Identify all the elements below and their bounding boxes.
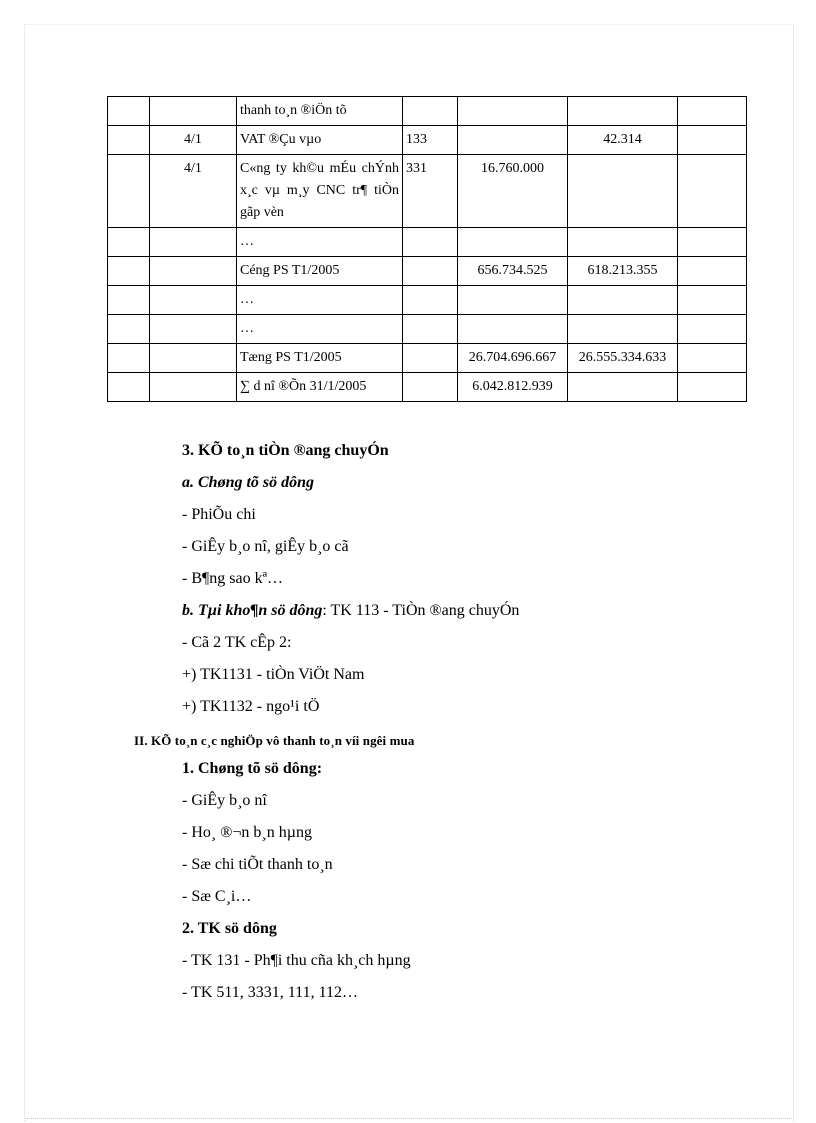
cell-credit: [568, 155, 678, 228]
cell-account: [403, 228, 458, 257]
cell-extra: [678, 257, 747, 286]
cell-date: [150, 257, 237, 286]
cell-description: Tæng PS T1/2005: [237, 344, 403, 373]
cell-index: [108, 373, 150, 402]
cell-debit: [458, 315, 568, 344]
cell-debit: 6.042.812.939: [458, 373, 568, 402]
cell-index: [108, 228, 150, 257]
cell-account: [403, 315, 458, 344]
cell-description: …: [237, 228, 403, 257]
cell-description: thanh to¸n ®iÖn tõ: [237, 97, 403, 126]
cell-description: C«ng ty kh©u mÉu chÝnh x¸c vµ m¸y CNC tr¶ tiÒn gãp vèn: [237, 155, 403, 228]
list-item: - GiÊy b¸o nî: [182, 792, 267, 809]
cell-description: ∑ d nî ®Õn 31/1/2005: [237, 373, 403, 402]
cell-credit: 26.555.334.633: [568, 344, 678, 373]
cell-date: [150, 97, 237, 126]
cell-extra: [678, 126, 747, 155]
cell-credit: [568, 97, 678, 126]
cell-credit: 618.213.355: [568, 257, 678, 286]
heading-documents: 1. Chøng tõ sö dông:: [182, 760, 323, 777]
list-item: - TK 131 - Ph¶i thu cña kh¸ch hµng: [182, 952, 411, 969]
cell-credit: [568, 373, 678, 402]
list-item: +) TK1132 - ngo¹i tÖ: [182, 698, 320, 715]
cell-debit: 16.760.000: [458, 155, 568, 228]
table-row: [108, 286, 747, 315]
cell-description: Céng PS T1/2005: [237, 257, 403, 286]
list-item: - TK 511, 3331, 111, 112…: [182, 984, 358, 1001]
cell-date: 4/1: [150, 126, 237, 155]
ledger-body: [108, 97, 747, 402]
cell-debit: [458, 97, 568, 126]
subheading-accounts-label: b. Tµi kho¶n sö dông: [182, 602, 323, 619]
cell-debit: [458, 286, 568, 315]
ledger-table: [107, 96, 747, 402]
heading-accounts: 2. TK sö dông: [182, 920, 277, 937]
cell-index: [108, 97, 150, 126]
cell-description: …: [237, 286, 403, 315]
table-row: [108, 97, 747, 126]
cell-index: [108, 344, 150, 373]
cell-date: [150, 315, 237, 344]
list-item: - B¶ng sao kª…: [182, 570, 283, 587]
cell-account: [403, 344, 458, 373]
cell-credit: 42.314: [568, 126, 678, 155]
cell-index: [108, 315, 150, 344]
section-title: II. KÕ to¸n c¸c nghiÖp vô thanh to¸n víi ngêi mua: [134, 733, 415, 748]
cell-credit: [568, 315, 678, 344]
list-item: - Sæ C¸i…: [182, 888, 252, 905]
cell-extra: [678, 228, 747, 257]
cell-description: …: [237, 315, 403, 344]
cell-index: [108, 286, 150, 315]
cell-extra: [678, 373, 747, 402]
cell-debit: [458, 126, 568, 155]
list-item: - Ho¸ ®¬n b¸n hµng: [182, 824, 312, 841]
list-item: +) TK1131 - tiÒn ViÖt Nam: [182, 666, 365, 683]
list-item: - PhiÕu chi: [182, 506, 256, 523]
cell-date: 4/1: [150, 155, 237, 228]
subheading-accounts-text: : TK 113 - TiÒn ®ang chuyÓn: [322, 602, 520, 619]
cell-date: [150, 373, 237, 402]
cell-account: 133: [403, 126, 458, 155]
cell-index: [108, 126, 150, 155]
cell-account: [403, 373, 458, 402]
cell-extra: [678, 97, 747, 126]
cell-date: [150, 344, 237, 373]
cell-extra: [678, 286, 747, 315]
table-row: [108, 315, 747, 344]
cell-account: [403, 257, 458, 286]
cell-credit: [568, 228, 678, 257]
list-item: - GiÊy b¸o nî, giÊy b¸o cã: [182, 538, 349, 555]
table-row: [108, 257, 747, 286]
page-bottom-edge: [24, 1118, 792, 1119]
subheading-documents: a. Chøng tõ sö dông: [182, 474, 315, 491]
cell-date: [150, 228, 237, 257]
heading-cash-in-transit: 3. KÕ to¸n tiÒn ®ang chuyÓn: [182, 442, 389, 459]
cell-index: [108, 257, 150, 286]
table-row: [108, 126, 747, 155]
table-row: [108, 155, 747, 228]
table-row: [108, 344, 747, 373]
cell-credit: [568, 286, 678, 315]
cell-description: VAT ®Çu vµo: [237, 126, 403, 155]
cell-date: [150, 286, 237, 315]
list-item: - Cã 2 TK cÊp 2:: [182, 634, 292, 651]
cell-extra: [678, 155, 747, 228]
cell-extra: [678, 315, 747, 344]
cell-account: [403, 97, 458, 126]
cell-account: [403, 286, 458, 315]
cell-debit: 26.704.696.667: [458, 344, 568, 373]
table-row: [108, 373, 747, 402]
list-item: - Sæ chi tiÕt thanh to¸n: [182, 856, 333, 873]
table-row: [108, 228, 747, 257]
cell-debit: 656.734.525: [458, 257, 568, 286]
cell-index: [108, 155, 150, 228]
cell-account: 331: [403, 155, 458, 228]
cell-debit: [458, 228, 568, 257]
subheading-accounts: [182, 602, 519, 620]
cell-extra: [678, 344, 747, 373]
